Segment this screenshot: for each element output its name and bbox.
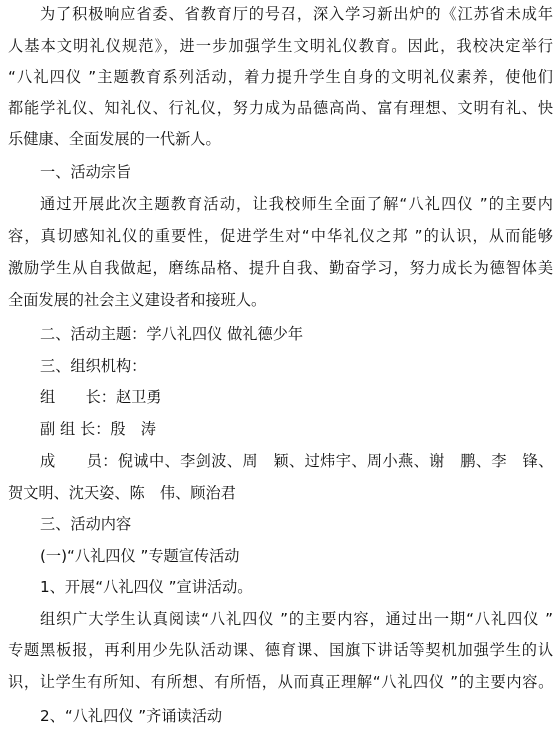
paragraph-line: “八礼四仪 ”主题教育系列活动，着力提升学生自身的文明礼仪素养，使他们	[8, 68, 553, 86]
paragraph-line: 乐健康、全面发展的一代新人。	[8, 130, 221, 148]
paragraph-line: 容，真切感知礼仪的重要性，促进学生对“中华礼仪之邦 ”的认识，从而能够	[8, 227, 553, 245]
paragraph-line: 都能学礼仪、知礼仪、行礼仪，努力成为品德高尚、富有理想、文明有礼、快	[8, 99, 553, 117]
paragraph-line: 通过开展此次主题教育活动，让我校师生全面了解“八礼四仪 ”的主要内	[40, 195, 553, 213]
org-members-line: 贺文明、沈天姿、陈 伟、顾治君	[8, 484, 236, 502]
paragraph-line: 激励学生从自我做起，磨练品格、提升自我、勤奋学习，努力成长为德智体美	[8, 259, 553, 277]
paragraph-line: 人基本文明礼仪规范》，进一步加强学生文明礼仪教育。因此，我校决定举行	[8, 37, 553, 55]
section-heading: 三、活动内容	[40, 515, 132, 533]
paragraph-line: 全面发展的社会主义建设者和接班人。	[8, 291, 267, 309]
subsection-heading: (一)“八礼四仪 ”专题宣传活动	[40, 547, 240, 565]
org-members-line: 成 员：倪诚中、李剑波、周 颖、过炜宇、周小燕、谢 鹏、李 锋、	[40, 452, 553, 470]
paragraph-line: 为了积极响应省委、省教育厅的号召，深入学习新出炉的《江苏省未成年	[40, 5, 553, 23]
section-heading: 一、活动宗旨	[40, 163, 132, 181]
org-leader-line: 组 长：赵卫勇	[40, 388, 162, 406]
org-deputy-line: 副 组 长：殷 涛	[40, 420, 156, 438]
section-heading: 二、活动主题：学八礼四仪 做礼德少年	[40, 325, 304, 343]
paragraph-line: 识，让学生有所知、有所想、有所悟，从而真正理解“八礼四仪 ”的主要内容。	[8, 673, 553, 691]
paragraph-line: 组织广大学生认真阅读“八礼四仪 ”的主要内容，通过出一期“八礼四仪 ”	[40, 610, 553, 628]
section-heading: 三、组织机构：	[40, 357, 147, 375]
item-heading: 2、“八礼四仪 ”齐诵读活动	[40, 707, 223, 725]
paragraph-line: 专题黑板报，再利用少先队活动课、德育课、国旗下讲话等契机加强学生的认	[8, 641, 553, 659]
item-heading: 1、开展“八礼四仪 ”宣讲活动。	[40, 578, 253, 596]
